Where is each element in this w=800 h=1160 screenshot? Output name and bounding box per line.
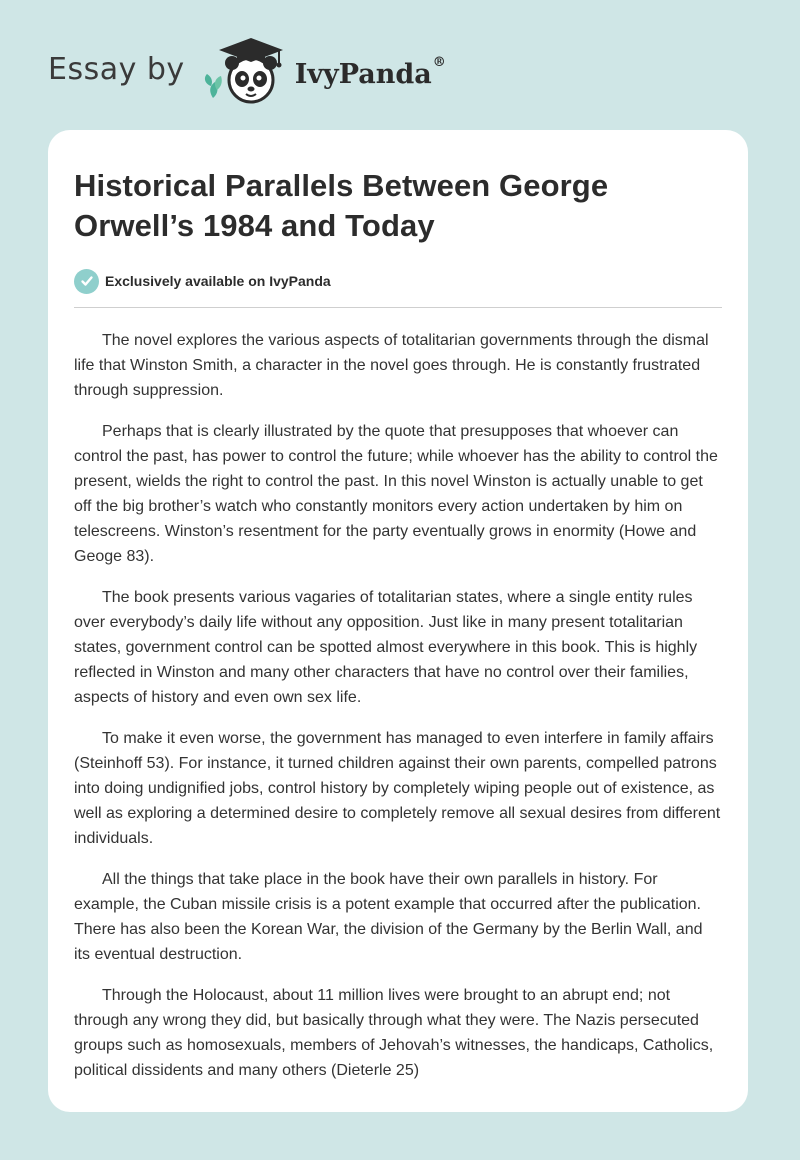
brand-prefix: Essay by	[48, 51, 185, 87]
brand-name: IvyPanda®	[294, 54, 446, 90]
essay-paragraph: To make it even worse, the government has managed to even interfere in family affairs (Steinhoff 53). For instance, it turned children against their own parents, compelled patrons into doing undignified jobs, control history by completely wiping people out of existence, as well as exploring a determined desire to completely remove all sexual desires from different individuals.	[74, 730, 721, 847]
exclusive-badge-label: Exclusively available on IvyPanda	[105, 273, 331, 289]
panda-graduate-icon	[199, 36, 291, 108]
essay-body	[74, 328, 722, 1083]
essay-paragraph: The novel explores the various aspects of totalitarian governments through the dismal life that Winston Smith, a character in the novel goes through. He is constantly frustrated through suppression.	[74, 332, 709, 399]
essay-card	[48, 130, 748, 1112]
brand-header[interactable]	[48, 36, 446, 108]
divider	[74, 307, 722, 308]
registered-mark: ®	[432, 54, 446, 70]
essay-title: Historical Parallels Between George Orwell’s 1984 and Today	[74, 168, 609, 243]
essay-paragraph: All the things that take place in the book have their own parallels in history. For example, the Cuban missile crisis is a potent example that occurred after the publication. There has also been the Korean War, the division of the Germany by the Berlin Wall, and its eventual destruction.	[74, 871, 703, 963]
essay-paragraph: Through the Holocaust, about 11 million lives were brought to an abrupt end; not through any wrong they did, but basically through what they were. The Nazis persecuted groups such as homosexuals, members of Jehovah’s witnesses, the handicaps, Catholics, political dissidents and many others (Dieterle 25)	[74, 987, 714, 1079]
exclusive-badge	[74, 267, 722, 295]
essay-paragraph: The book presents various vagaries of totalitarian states, where a single entity rules over everybody’s daily life without any opposition. Just like in many present totalitarian states, government control can be spotted almost everywhere in this book. This is highly reflected in Winston and many other characters that have no control over their families, aspects of history and even own sex life.	[74, 589, 698, 706]
check-circle-icon	[74, 269, 99, 294]
essay-paragraph: Perhaps that is clearly illustrated by the quote that presupposes that whoever can control the past, has power to control the future; while whoever has the ability to control the present, wields the right to control the past. In this novel Winston is actually unable to get off the big brother’s watch who constantly monitors every action undertaken by him on telescreens. Winston’s resentment for the party eventually grows in enormity (Howe and Geoge 83).	[74, 423, 718, 565]
